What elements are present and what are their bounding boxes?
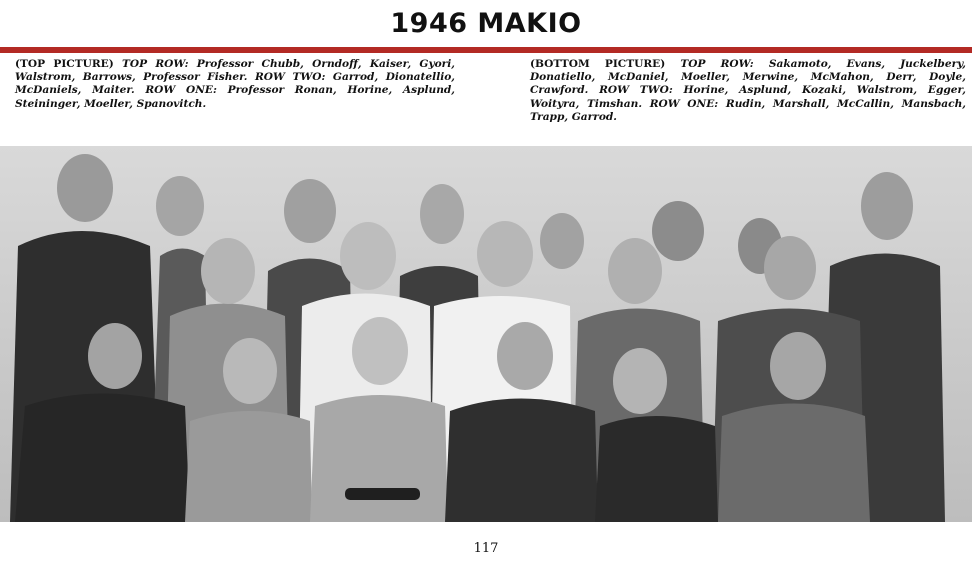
page-number: 117 (473, 541, 499, 556)
group-photo (0, 146, 972, 522)
caption-top-picture-text: TOP ROW: Professor Chubb, Orndoff, Kaiser, Gyori, Walstrom, Barrows, Professor Fisher. ROW TWO: Garrod, Dionatellio, McDaniels, Maiter. ROW ONE: Professor Ronan, Horine, Asplund, Steininger, Moeller, Spanovitch. (15, 58, 455, 110)
caption-bottom-picture (530, 58, 966, 124)
caption-top-picture (15, 58, 455, 111)
page-title: 1946 MAKIO (390, 8, 582, 39)
header-divider (0, 47, 972, 53)
caption-bottom-picture-lead: (BOTTOM PICTURE) (530, 58, 666, 70)
caption-bottom-picture-text: TOP ROW: Sakamoto, Evans, Juckelbery, Donatiello, McDaniel, Moeller, Merwine, McMahon, Derr, Doyle, Crawford. ROW TWO: Horine, Asplund, Kozaki, Walstrom, Egger, Woityra, Timshan. ROW ONE: Rudin, Marshall, McCallin, Mansbach, Trapp, Garrod. (530, 58, 966, 123)
group-photo-illustration (0, 146, 972, 522)
caption-top-picture-lead: (TOP PICTURE) (15, 58, 114, 70)
